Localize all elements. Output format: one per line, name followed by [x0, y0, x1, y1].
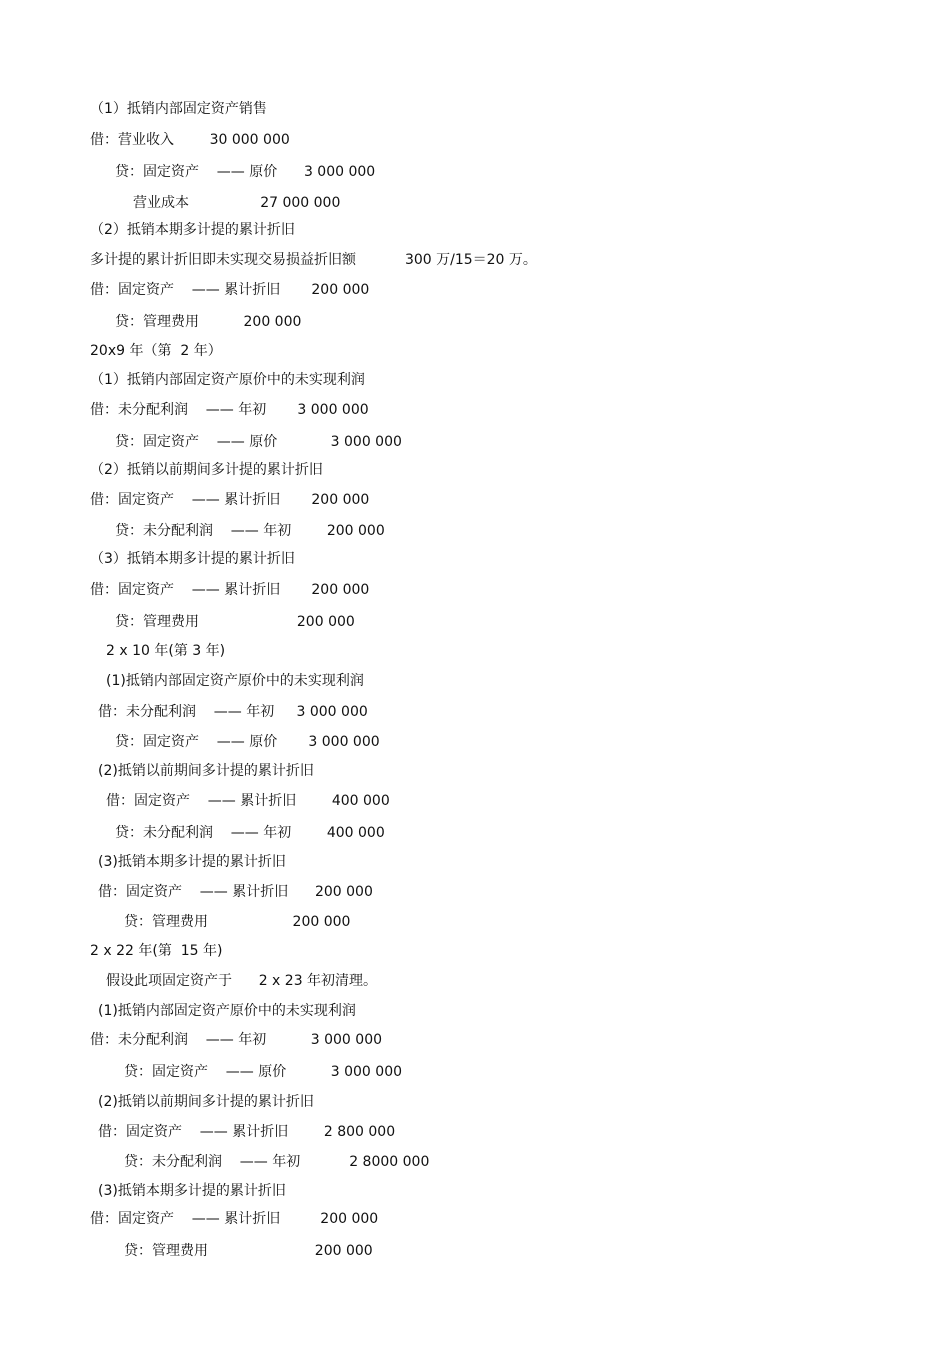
text-line: 贷：管理费用 200 000: [124, 1243, 373, 1259]
text-line: 贷：固定资产 —— 原价 3 000 000: [124, 1064, 403, 1080]
text-line: 借：固定资产 —— 累计折旧 200 000: [90, 1211, 379, 1227]
text-line: 多计提的累计折旧即未实现交易损益折旧额 300 万/15＝20 万。: [90, 252, 537, 268]
text-line: 营业成本 27 000 000: [133, 195, 341, 211]
text-line: （1）抵销内部固定资产原价中的未实现利润: [90, 372, 365, 388]
text-line: 借：固定资产 —— 累计折旧 200 000: [90, 492, 370, 508]
text-line: 借：固定资产 —— 累计折旧 200 000: [98, 884, 373, 900]
text-line: (2)抵销以前期间多计提的累计折旧: [98, 1094, 314, 1110]
text-line: 借：营业收入 30 000 000: [90, 132, 290, 148]
text-line: 借：未分配利润 —— 年初 3 000 000: [98, 704, 368, 720]
text-line: （2）抵销以前期间多计提的累计折旧: [90, 462, 323, 478]
text-line: (3)抵销本期多计提的累计折旧: [98, 1183, 286, 1199]
text-line: 借：未分配利润 —— 年初 3 000 000: [90, 1032, 383, 1048]
text-line: (3)抵销本期多计提的累计折旧: [98, 854, 286, 870]
text-line: 贷：管理费用 200 000: [115, 614, 355, 630]
text-line: 2 x 22 年(第 15 年): [90, 943, 223, 959]
text-line: 借：固定资产 —— 累计折旧 200 000: [90, 582, 370, 598]
text-line: （1）抵销内部固定资产销售: [90, 101, 267, 117]
text-line: 贷：固定资产 —— 原价 3 000 000: [115, 164, 376, 180]
text-line: （2）抵销本期多计提的累计折旧: [90, 222, 295, 238]
text-line: (1)抵销内部固定资产原价中的未实现利润: [98, 1003, 356, 1019]
text-line: 贷：管理费用 200 000: [115, 314, 302, 330]
text-line: 2 x 10 年(第 3 年): [106, 643, 226, 659]
text-line: （3）抵销本期多计提的累计折旧: [90, 551, 295, 567]
text-line: 贷：管理费用 200 000: [124, 914, 351, 930]
text-line: 贷：未分配利润 —— 年初 2 8000 000: [124, 1154, 430, 1170]
text-line: 20x9 年（第 2 年）: [90, 343, 222, 359]
text-line: 假设此项固定资产于 2 x 23 年初清理。: [106, 973, 378, 989]
text-line: 借：固定资产 —— 累计折旧 200 000: [90, 282, 370, 298]
text-line: 借：固定资产 —— 累计折旧 2 800 000: [98, 1124, 396, 1140]
text-line: 借：未分配利润 —— 年初 3 000 000: [90, 402, 369, 418]
text-line: (1)抵销内部固定资产原价中的未实现利润: [106, 673, 364, 689]
text-line: 借：固定资产 —— 累计折旧 400 000: [106, 793, 390, 809]
text-line: 贷：固定资产 —— 原价 3 000 000: [115, 434, 402, 450]
text-line: 贷：未分配利润 —— 年初 400 000: [115, 825, 385, 841]
text-line: 贷：固定资产 —— 原价 3 000 000: [115, 734, 380, 750]
text-line: 贷：未分配利润 —— 年初 200 000: [115, 523, 385, 539]
text-line: (2)抵销以前期间多计提的累计折旧: [98, 763, 314, 779]
